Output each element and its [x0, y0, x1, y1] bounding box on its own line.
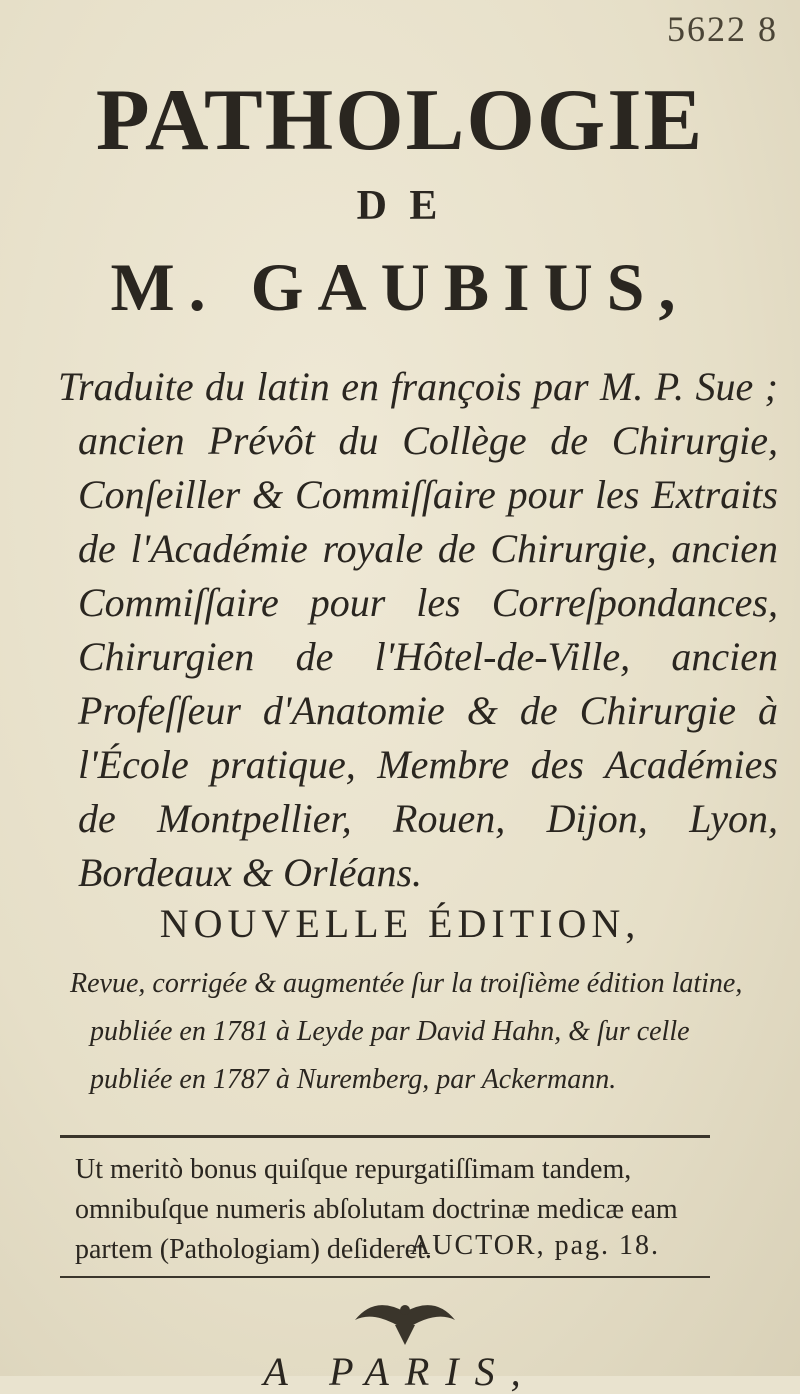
fleuron-icon	[345, 1290, 465, 1350]
imprint-place: A PARIS,	[263, 1349, 537, 1394]
epigraph: Ut meritò bonus quiſque repurgatiſſimam tandem, omnibuſque numeris abſolutam doctrinæ medicæ eam partem (Pathologiam) deſideret.	[75, 1154, 678, 1265]
book-title: PATHOLOGIE	[95, 72, 705, 169]
title-de: D E	[356, 183, 444, 229]
revision-note: Revue, corrigée & augmentée ſur la troiſième édition latine, publiée en 1781 à Leyde par David Hahn, & ſur celle publiée en 1787 à Nuremberg, par Ackermann.	[70, 968, 743, 1095]
epigraph-author: AUCTOR, pag. 18.	[410, 1230, 661, 1261]
top-rule	[60, 1135, 710, 1138]
author-name: M. GAUBIUS,	[110, 249, 690, 325]
translator-credit: Traduite du latin en françois par M. P. Sue ; ancien Prévôt du Collège de Chirurgie, Conſeiller & Commiſſaire pour les Extraits de l'Académie royale de Chirurgie, ancien Commiſſaire pour les Correſpondances, Chirurgien de l'Hôtel-de-Ville, ancien Profeſſeur d'Anatomie & de Chirurgie à l'École pratique, Membre des Académies de Montpellier, Rouen, Dijon, Lyon, Bordeaux & Orléans.	[58, 364, 778, 895]
shelfmark: 5622 8	[667, 9, 778, 49]
bottom-rule	[60, 1276, 710, 1278]
edition-heading: NOUVELLE ÉDITION,	[159, 901, 641, 946]
